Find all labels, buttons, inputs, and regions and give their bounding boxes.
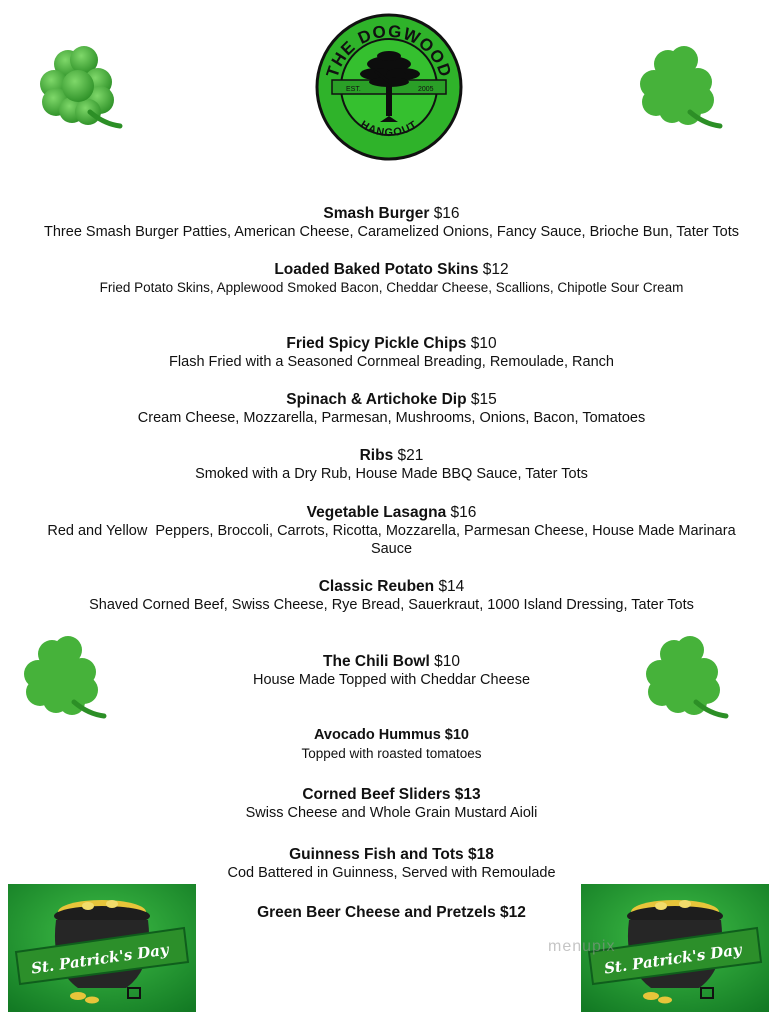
item-name: Corned Beef Sliders <box>302 786 451 803</box>
watermark: menupix <box>548 938 616 955</box>
logo-est-year: 2005 <box>418 86 434 93</box>
item-price: $12 <box>500 904 526 921</box>
logo-top-text: THE DOGWOOD <box>322 21 456 80</box>
item-price: $10 <box>434 653 460 670</box>
item-name: Guinness Fish and Tots <box>289 846 464 863</box>
item-description: Cod Battered in Guinness, Served with Remoulade <box>227 865 556 881</box>
item-description: Three Smash Burger Patties, American Cheese, Caramelized Onions, Fancy Sauce, Brioche Bun, Tater Tots <box>44 224 739 240</box>
item-name: Ribs <box>359 447 394 464</box>
item-description: Swiss Cheese and Whole Grain Mustard Aioli <box>245 805 538 821</box>
item-price: $21 <box>397 447 424 464</box>
shamrock-icon <box>632 42 728 134</box>
item-description: House Made Topped with Cheddar Cheese <box>252 672 531 688</box>
item-price: $14 <box>438 578 465 595</box>
item-name: Avocado Hummus <box>314 727 441 743</box>
item-name: Loaded Baked Potato Skins <box>274 261 479 278</box>
menu-item <box>0 446 783 483</box>
banner-text: St. Patrick's Day <box>30 940 170 978</box>
item-description: Smoked with a Dry Rub, House Made BBQ Sauce, Tater Tots <box>195 466 588 482</box>
item-name: Fried Spicy Pickle Chips <box>286 335 467 352</box>
menu-item <box>0 334 783 371</box>
item-name: Green Beer Cheese and Pretzels <box>257 904 496 921</box>
menu-item <box>0 503 783 558</box>
menu-item <box>0 726 783 762</box>
item-name: Spinach & Artichoke Dip <box>286 391 467 408</box>
item-price: $15 <box>470 391 497 408</box>
st-patricks-banner <box>8 884 196 1012</box>
item-description: Topped with roasted tomatoes <box>301 746 482 761</box>
menu-item <box>0 652 783 689</box>
item-price: $12 <box>482 261 509 278</box>
logo-bottom-text: HANGOUT <box>358 118 421 140</box>
item-price: $16 <box>450 504 477 521</box>
banner-text: St. Patrick's Day <box>603 940 743 978</box>
item-description: Shaved Corned Beef, Swiss Cheese, Rye Bread, Sauerkraut, 1000 Island Dressing, Tater Tots <box>89 597 694 613</box>
item-price: $18 <box>467 846 494 863</box>
item-price: $10 <box>444 727 469 743</box>
dogwood-logo <box>310 12 468 162</box>
menu-item <box>0 260 783 296</box>
item-description: Fried Potato Skins, Applewood Smoked Bacon, Cheddar Cheese, Scallions, Chipotle Sour Cream <box>99 280 684 295</box>
menu-item <box>0 577 783 614</box>
menu-item <box>0 845 783 882</box>
menu-item <box>0 204 783 241</box>
shamrock-icon <box>32 42 128 134</box>
item-name: Smash Burger <box>323 205 430 222</box>
menu-item <box>0 390 783 427</box>
item-name: Classic Reuben <box>318 578 435 595</box>
item-description: Red and Yellow Peppers, Broccoli, Carrots, Ricotta, Mozzarella, Parmesan Cheese, House Made Marinara Sauce <box>47 523 740 557</box>
item-name: Vegetable Lasagna <box>306 504 447 521</box>
item-description: Flash Fried with a Seasoned Cornmeal Breading, Remoulade, Ranch <box>169 354 614 370</box>
menu-item <box>0 785 783 822</box>
item-name: The Chili Bowl <box>323 653 430 670</box>
item-price: $13 <box>454 786 481 803</box>
item-price: $10 <box>470 335 497 352</box>
item-description: Cream Cheese, Mozzarella, Parmesan, Mushrooms, Onions, Bacon, Tomatoes <box>137 410 646 426</box>
item-price: $16 <box>433 205 460 222</box>
logo-est-label: EST. <box>346 86 361 93</box>
